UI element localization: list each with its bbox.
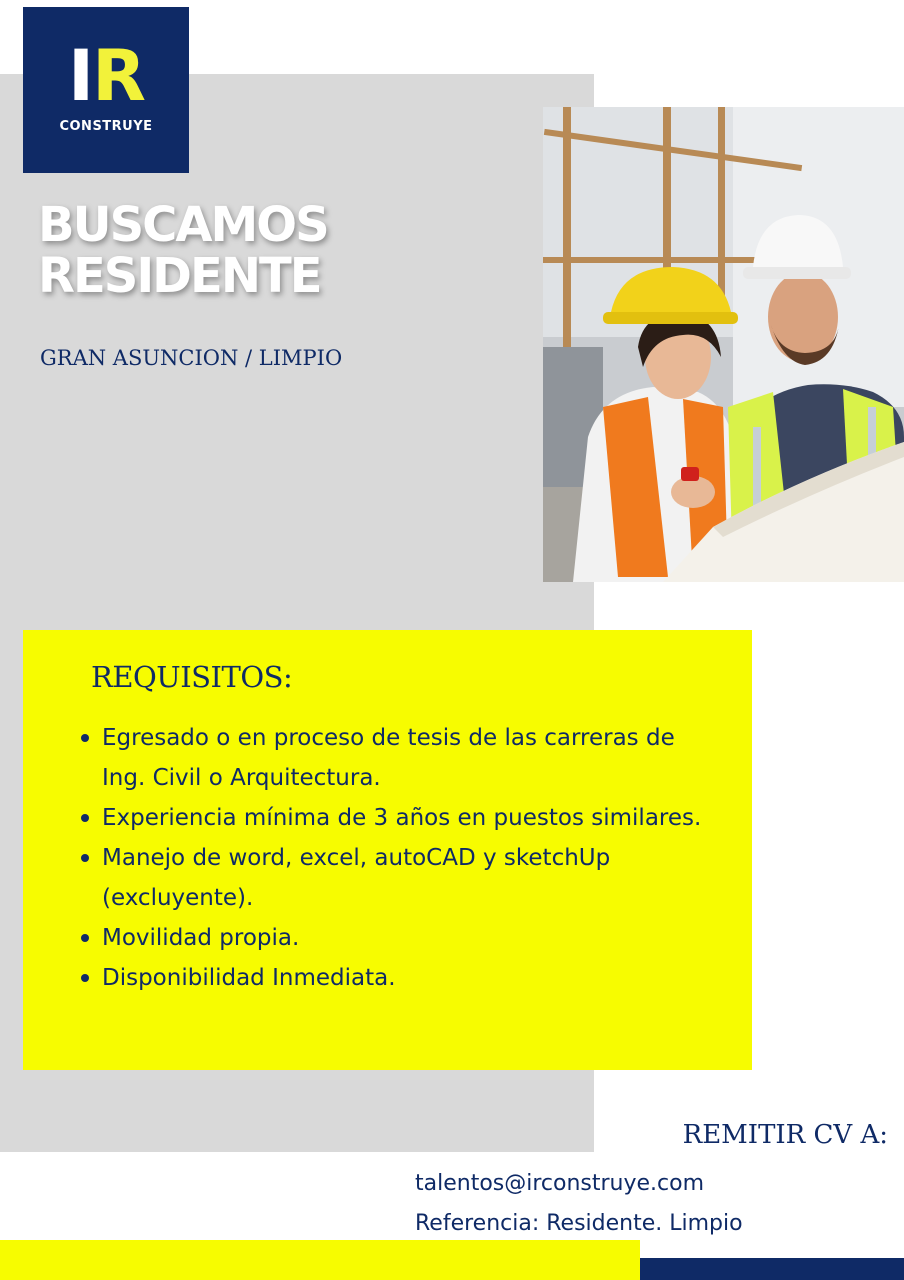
logo-letter-r: R [92, 34, 144, 117]
headline-line-2: RESIDENTE [38, 248, 321, 304]
footer-yellow-bar [0, 1240, 640, 1280]
requirement-item: Egresado o en proceso de tesis de las carreras de Ing. Civil o Arquitectura. [75, 718, 725, 798]
logo-letter-i: I [68, 34, 93, 117]
requirement-item: Experiencia mínima de 3 años en puestos similares. [75, 798, 725, 838]
requirement-item: Movilidad propia. [75, 918, 725, 958]
logo-mark [68, 34, 144, 117]
construction-workers-photo [543, 107, 904, 582]
footer-navy-bar [640, 1258, 904, 1280]
logo-subtitle: CONSTRUYE [59, 118, 153, 134]
send-cv-heading: REMITIR CV A: [682, 1120, 888, 1150]
requirements-list [75, 718, 725, 998]
location-text: GRAN ASUNCION / LIMPIO [40, 346, 343, 370]
contact-reference: Referencia: Residente. Limpio [415, 1211, 743, 1236]
contact-info [415, 1164, 743, 1244]
headline [38, 197, 458, 304]
contact-email-link[interactable]: talentos@irconstruye.com [415, 1171, 705, 1196]
requirements-title: REQUISITOS: [91, 660, 293, 694]
requirements-section [23, 630, 752, 1070]
headline-line-1: BUSCAMOS [38, 197, 328, 253]
requirement-item: Disponibilidad Inmediata. [75, 958, 725, 998]
requirement-item: Manejo de word, excel, autoCAD y sketchUp (excluyente). [75, 838, 725, 918]
logo [23, 7, 189, 173]
